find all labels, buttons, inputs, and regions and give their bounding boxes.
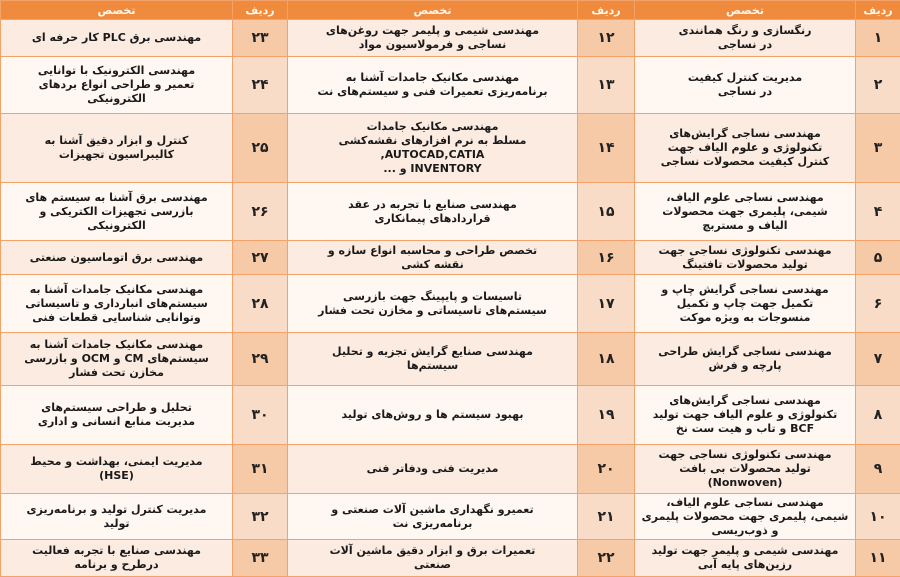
- specialty-cell: تحلیل و طراحی سیستم‌های مدیریت منابع انسانی و اداری: [1, 385, 233, 444]
- table-row: [1, 275, 900, 332]
- row-number: ۲۰: [578, 445, 635, 494]
- row-number: ۵: [856, 240, 900, 275]
- row-number: ۱۸: [578, 332, 635, 385]
- table-row: [1, 332, 900, 385]
- specialty-cell: مهندسی تکنولوژی نساجی جهت تولید محصولات تافتینگ: [635, 240, 856, 275]
- row-number: ۳۲: [233, 494, 288, 540]
- row-number: ۷: [856, 332, 900, 385]
- table-row: [1, 240, 900, 275]
- row-number: ۳۱: [233, 445, 288, 494]
- specialty-cell: رنگسازی و رنگ همانندی در نساجی: [635, 20, 856, 57]
- row-number: ۴: [856, 183, 900, 240]
- specialty-cell: مدیریت کنترل کیفیت در نساجی: [635, 56, 856, 113]
- table-row: [1, 494, 900, 540]
- radif-header: ردیف: [578, 1, 635, 20]
- specialty-cell: تاسیسات و پایپینگ جهت بازرسی سیستم‌های تاسیساتی و مخازن تحت فشار: [288, 275, 578, 332]
- specialty-cell: تخصص طراحی و محاسبه انواع سازه و نقشه کشی: [288, 240, 578, 275]
- takhassos-header: تخصص: [288, 1, 578, 20]
- row-number: ۱۲: [578, 20, 635, 57]
- row-number: ۱: [856, 20, 900, 57]
- row-number: ۸: [856, 385, 900, 444]
- specialty-cell: مهندسی نساجی علوم الیاف، شیمی، پلیمری جهت محصولات پلیمری و ذوب‌ریسی: [635, 494, 856, 540]
- row-number: ۲۷: [233, 240, 288, 275]
- row-number: ۲۲: [578, 540, 635, 577]
- row-number: ۱۹: [578, 385, 635, 444]
- row-number: ۱۱: [856, 540, 900, 577]
- specialty-cell: تعمیرو نگهداری ماشین آلات صنعتی و برنامه‌ریزی نت: [288, 494, 578, 540]
- table-row: [1, 183, 900, 240]
- specialty-cell: مدیریت کنترل تولید و برنامه‌ریزی تولید: [1, 494, 233, 540]
- specialty-cell: مدیریت ایمنی، بهداشت و محیط (HSE): [1, 445, 233, 494]
- table-row: [1, 385, 900, 444]
- specialty-cell: مهندسی تکنولوژی نساجی جهت تولید محصولات بی بافت (Nonwoven): [635, 445, 856, 494]
- radif-header: ردیف: [233, 1, 288, 20]
- specialty-cell: مهندسی صنایع گرایش تجزیه و تحلیل سیستم‌ها: [288, 332, 578, 385]
- row-number: ۲۴: [233, 56, 288, 113]
- row-number: ۳: [856, 114, 900, 183]
- takhassos-header: تخصص: [635, 1, 856, 20]
- row-number: ۱۷: [578, 275, 635, 332]
- row-number: ۳۰: [233, 385, 288, 444]
- specialty-cell: تعمیرات برق و ابزار دقیق ماشین آلات صنعتی: [288, 540, 578, 577]
- specialty-cell: مهندسی نساجی گرایش‌های تکنولوژی و علوم الیاف جهت تولید BCF و تاب و هیت ست نخ: [635, 385, 856, 444]
- row-number: ۱۶: [578, 240, 635, 275]
- row-number: ۱۴: [578, 114, 635, 183]
- specialty-cell: مهندسی برق PLC کار حرفه ای: [1, 20, 233, 57]
- table-row: [1, 540, 900, 577]
- specialty-cell: بهبود سیستم ها و روش‌های تولید: [288, 385, 578, 444]
- specialty-cell: مهندسی مکانیک جامدات آشنا به سیستم‌های CM و OCM و بازرسی مخازن تحت فشار: [1, 332, 233, 385]
- row-number: ۲۳: [233, 20, 288, 57]
- radif-header: ردیف: [856, 1, 900, 20]
- specialty-cell: مهندسی نساجی علوم الیاف، شیمی، پلیمری جهت محصولات الیاف و مستربچ: [635, 183, 856, 240]
- specialty-cell: مهندسی نساجی گرایش‌های تکنولوژی و علوم الیاف جهت کنترل کیفیت محصولات نساجی: [635, 114, 856, 183]
- row-number: ۲۶: [233, 183, 288, 240]
- row-number: ۲۱: [578, 494, 635, 540]
- row-number: ۱۰: [856, 494, 900, 540]
- row-number: ۶: [856, 275, 900, 332]
- row-number: ۲۹: [233, 332, 288, 385]
- specialty-cell: کنترل و ابزار دقیق آشنا به کالیبراسیون تجهیزات: [1, 114, 233, 183]
- specialty-cell: مدیریت فنی ودفاتر فنی: [288, 445, 578, 494]
- specialty-cell: مهندسی صنایع با تجربه فعالیت درطرح و برنامه: [1, 540, 233, 577]
- specialty-cell: مهندسی نساجی گرایش چاپ و تکمیل جهت چاپ و تکمیل منسوجات به ویژه موکت: [635, 275, 856, 332]
- specialty-cell: مهندسی برق اتوماسیون صنعتی: [1, 240, 233, 275]
- row-number: ۱۵: [578, 183, 635, 240]
- table-row: [1, 445, 900, 494]
- specialty-cell: مهندسی شیمی و پلیمر جهت روغن‌های نساجی و فرمولاسیون مواد: [288, 20, 578, 57]
- table-row: [1, 114, 900, 183]
- specialty-cell: مهندسی نساجی گرایش طراحی پارچه و فرش: [635, 332, 856, 385]
- specialty-cell: مهندسی الکترونیک با توانایی تعمیر و طراحی انواع بردهای الکترونیکی: [1, 56, 233, 113]
- row-number: ۹: [856, 445, 900, 494]
- row-number: ۳۳: [233, 540, 288, 577]
- specialty-cell: مهندسی مکانیک جامدات مسلط به نرم افزارهای نقشه‌کشی AUTOCAD,CATIA, INVENTORY و ...: [288, 114, 578, 183]
- row-number: ۱۳: [578, 56, 635, 113]
- specialty-cell: مهندسی مکانیک جامدات آشنا به برنامه‌ریزی تعمیرات فنی و سیستم‌های نت: [288, 56, 578, 113]
- specialty-cell: مهندسی مکانیک جامدات آشنا به سیستم‌های انبارداری و تاسیساتی وتوانایی شناسایی قطعات فنی: [1, 275, 233, 332]
- specialty-cell: مهندسی شیمی و پلیمر جهت تولید رزین‌های پایه آبی: [635, 540, 856, 577]
- row-number: ۲۵: [233, 114, 288, 183]
- specialty-cell: مهندسی برق آشنا به سیستم های بازرسی تجهیزات الکتریکی و الکترونیکی: [1, 183, 233, 240]
- table-header-row: [1, 1, 900, 20]
- takhassos-header: تخصص: [1, 1, 233, 20]
- row-number: ۲: [856, 56, 900, 113]
- table-row: [1, 56, 900, 113]
- table-row: [1, 20, 900, 57]
- row-number: ۲۸: [233, 275, 288, 332]
- specialty-cell: مهندسی صنایع با تجربه در عقد قراردادهای پیمانکاری: [288, 183, 578, 240]
